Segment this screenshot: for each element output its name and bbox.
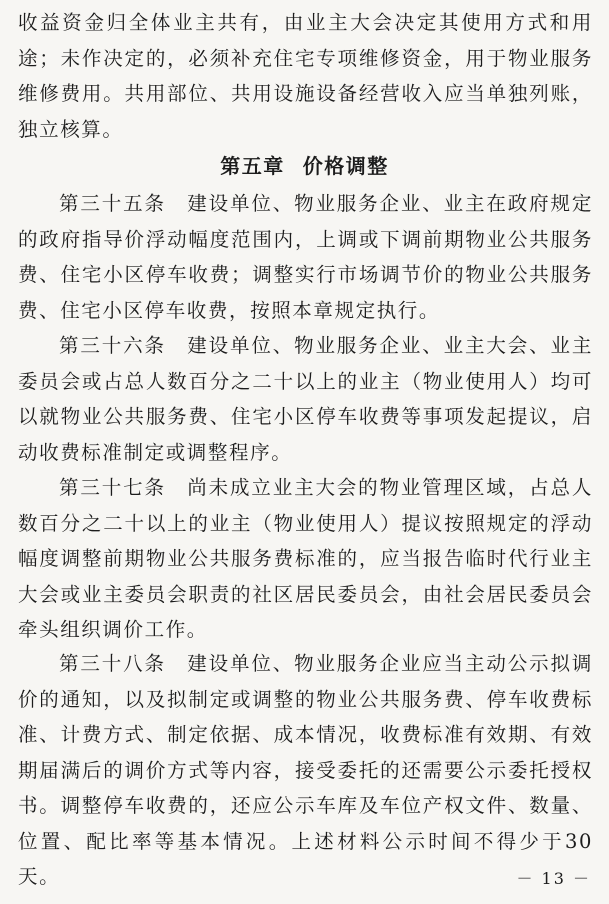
- intro-paragraph: 收益资金归全体业主共有，由业主大会决定其使用方式和用途；未作决定的，必须补充住宅专项维修资金，用于物业服务维修费用。共用部位、共用设施设备经营收入应当单独列账，独立核算。: [18, 11, 593, 141]
- article-35: 第三十五条 建设单位、物业服务企业、业主在政府规定的政府指导价浮动幅度范围内，上调或下调前期物业公共服务费、住宅小区停车收费；调整实行市场调节价的物业公共服务费、住宅小区停车收费，按照本章规定执行。: [18, 192, 593, 322]
- article-37: 第三十七条 尚未成立业主大会的物业管理区域，占总人数百分之二十以上的业主（物业使用人）提议按照规定的浮动幅度调整前期物业公共服务费标准的，应当报告临时代行业主大会或业主委员会职责的社区居民委员会，由社会居民委员会牵头组织调价工作。: [18, 476, 593, 641]
- chapter-title: 价格调整: [302, 154, 389, 178]
- chapter-number: 第五章: [220, 154, 285, 178]
- page-number: － 13 －: [516, 869, 591, 888]
- article-36: 第三十六条 建设单位、物业服务企业、业主大会、业主委员会或占总人数百分之二十以上的业主（物业使用人）均可以就物业公共服务费、住宅小区停车收费等事项发起提议，启动收费标准制定或调整程序。: [18, 334, 593, 464]
- chapter-heading: [0, 150, 609, 179]
- article-38: 第三十八条 建设单位、物业服务企业应当主动公示拟调价的通知，以及拟制定或调整的物业公共服务费、停车收费标准、计费方式、制定依据、成本情况，收费标准有效期、有效期届满后的调价方式等内容，接受委托的还需要公示委托授权书。调整停车收费的，还应公示车库及车位产权文件、数量、位置、配比率等基本情况。上述材料公示时间不得少于30天。: [18, 652, 593, 888]
